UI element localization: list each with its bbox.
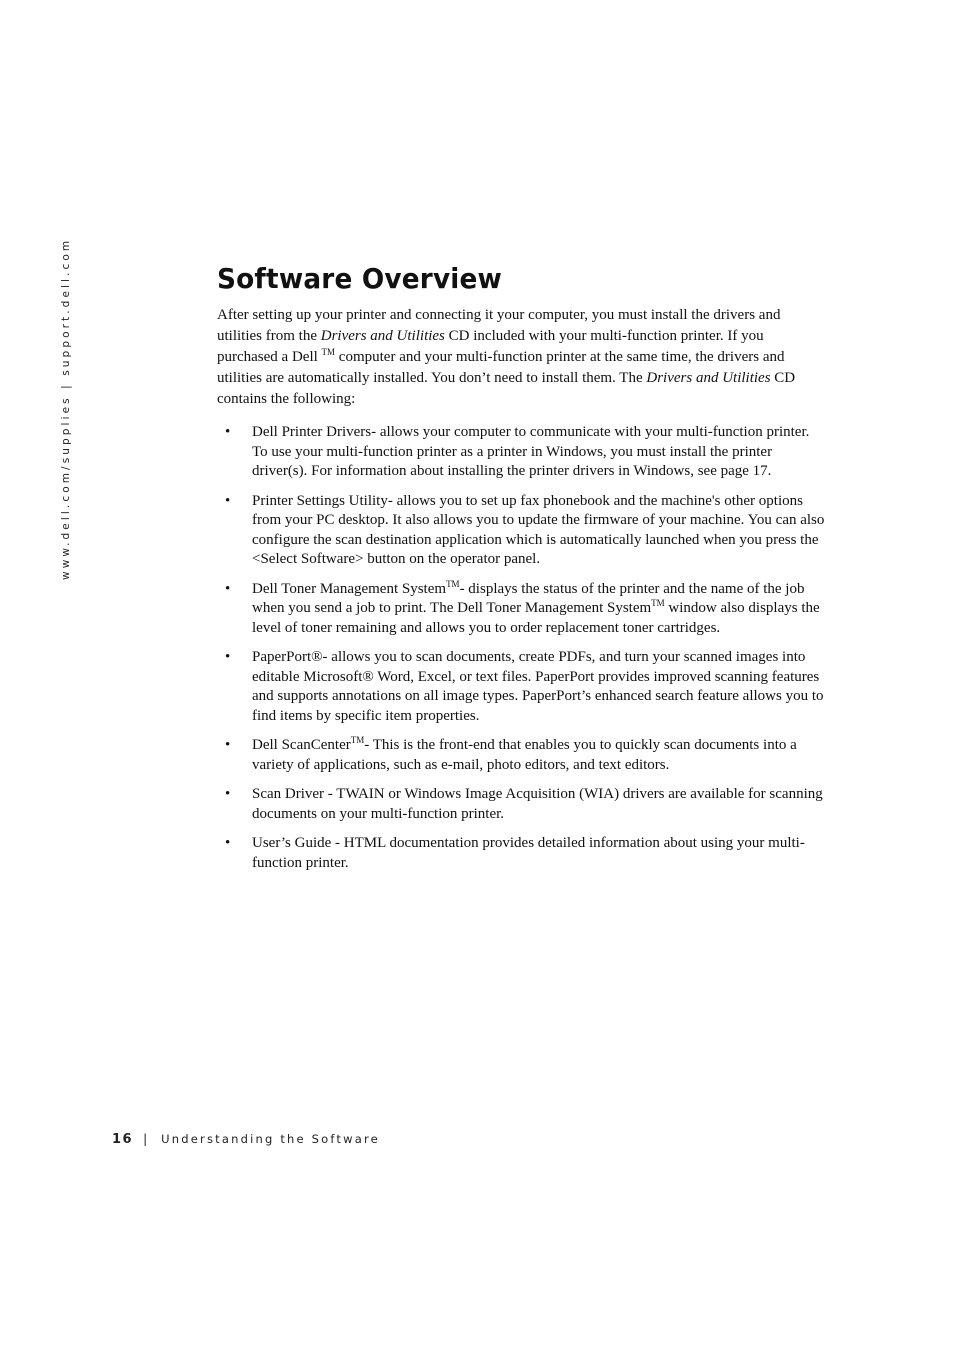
list-item-text: User’s Guide - HTML documentation provides detailed information about using your multi-function printer.	[252, 835, 805, 871]
intro-text-2: CD included with your multi-function printer. If you purchased a Dell	[217, 328, 764, 365]
list-item-printer-settings-utility	[217, 492, 825, 570]
list-item-text: Scan Driver - TWAIN or Windows Image Acquisition (WIA) drivers are available for scanning documents on your multi-function printer.	[252, 786, 823, 822]
list-item-toner-management-system	[217, 580, 825, 639]
list-item-scancenter	[217, 736, 825, 775]
list-item-printer-drivers	[217, 423, 825, 482]
list-item-text: window also displays the level of toner remaining and allows you to order replacement toner cartridges.	[252, 600, 820, 636]
bullet-icon: •	[225, 492, 231, 509]
bullet-icon: •	[225, 737, 231, 753]
list-item-text: Printer Settings Utility- allows you to set up fax phonebook and the machine's other options from your PC desktop. It also allows you to update the firmware of your machine. You can also configure the scan destination application which is automatically launched when you press the <Select Software> button on the operator panel.	[252, 492, 825, 567]
cd-name-italic: Drivers and Utilities	[646, 370, 771, 386]
page-title: Software Overview	[217, 262, 503, 295]
list-item-text: - displays the status of the printer and the name of the job when you send a job to print. The Dell Toner Management System	[252, 580, 805, 616]
list-item-text: Dell Toner Management System	[252, 580, 447, 597]
list-item-text: - This is the front-end that enables you to quickly scan documents into a variety of applications, such as e-mail, photo editors, and text editors.	[252, 737, 797, 773]
list-item-text: PaperPort®- allows you to scan documents, create PDFs, and turn your scanned images into editable Microsoft® Word, Excel, or text files. PaperPort provides improved scanning features and supports annotations on all image types. PaperPort’s enhanced search feature allows you to find items by specific item properties.	[252, 649, 824, 724]
bullet-icon: •	[225, 649, 231, 665]
software-list	[217, 423, 825, 883]
trademark-mark: TM	[350, 735, 365, 745]
page-footer	[112, 1132, 380, 1147]
intro-paragraph	[217, 305, 825, 410]
bullet-icon: •	[225, 580, 231, 597]
list-item-users-guide	[217, 834, 825, 873]
footer-separator: |	[143, 1132, 148, 1146]
intro-text-4: CD contains the following:	[217, 370, 796, 407]
list-item-text: Dell ScanCenter	[252, 737, 351, 753]
list-item-scan-driver	[217, 785, 825, 824]
list-item-paperport	[217, 648, 825, 726]
trademark-mark: TM	[446, 578, 460, 589]
trademark-mark: TM	[321, 347, 336, 357]
chapter-title: Understanding the Software	[161, 1132, 380, 1146]
bullet-icon: •	[225, 424, 231, 440]
page-number: 16	[112, 1132, 134, 1147]
bullet-icon: •	[225, 786, 231, 802]
intro-text-1: After setting up your printer and connecting it your computer, you must install the drivers and utilities from the	[217, 307, 781, 344]
sidebar-url-text: www.dell.com/supplies | support.dell.com	[60, 237, 72, 580]
list-item-text: Dell Printer Drivers- allows your computer to communicate with your multi-function printer. To use your multi-function printer as a printer in Windows, you must install the printer driver(s). For information about installing the printer drivers in Windows, see page 17.	[252, 424, 810, 479]
cd-name-italic: Drivers and Utilities	[320, 328, 445, 344]
bullet-icon: •	[225, 835, 231, 851]
trademark-mark: TM	[651, 598, 665, 608]
intro-text-3: computer and your multi-function printer at the same time, the drivers and utilities are automatically installed. You don’t need to install them. The	[217, 349, 785, 386]
